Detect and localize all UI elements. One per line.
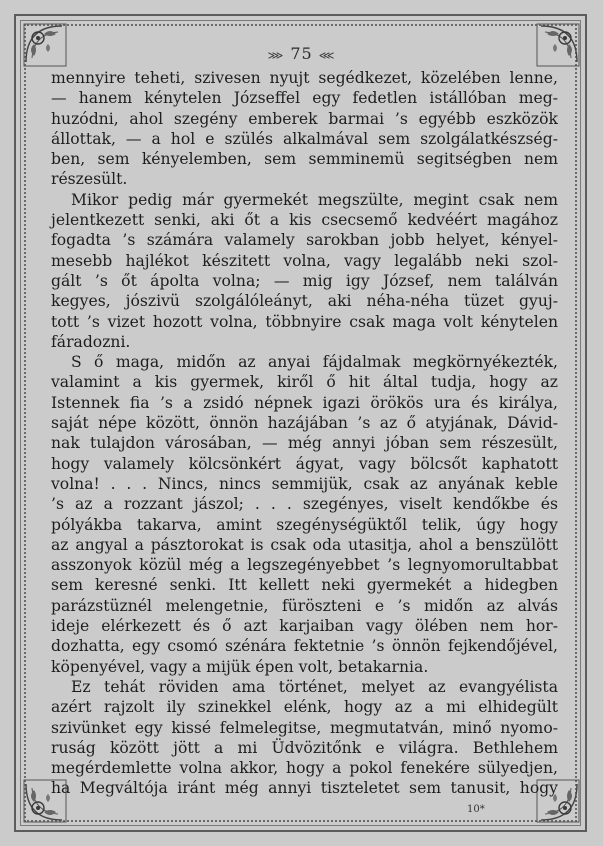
text-line: fogadta ’s számára valamely sarokban jobb helyet, kényel-	[51, 231, 558, 250]
ornament-right-icon: ⋘	[318, 49, 336, 62]
text-line: hogy valamely kölcsönkért ágyat, vagy bölcsőt kaphatott	[51, 454, 558, 473]
text-line: valamint a kis gyermek, kiről ő hit által tudja, hogy az	[51, 373, 558, 392]
text-line: Istennek fia ’s a zsidó népnek igazi örökös ura és királya,	[51, 393, 558, 412]
text-line: mennyire teheti, szivesen nyujt segédkezet, közelében lenne,	[51, 69, 558, 87]
page-number: 75	[290, 44, 313, 63]
text-line: dozhatta, egy csomó szénára fektetnie ’s önnön fejkendőjével,	[51, 637, 558, 656]
text-line: volna! . . . Nincs, nincs semmijük, csak az anyának keble	[51, 474, 558, 493]
body-text	[51, 68, 558, 799]
text-line: Mikor pedig már gyermekét megszülte, megint csak nem	[71, 190, 558, 209]
text-line: köpenyével, vagy a mijük épen volt, betakarnia.	[51, 657, 429, 676]
text-line: ’s az a rozzant jászol; . . . szegényes, viselt kendőkbe és	[51, 495, 558, 514]
text-line: — hanem kénytelen Józseffel egy fedetlen istállóban meg-	[51, 89, 558, 108]
printer-signature-mark: 10*	[467, 804, 485, 815]
text-line: megérdemlette volna akkor, hogy a pokol fenekére sülyedjen,	[51, 759, 558, 778]
text-line: ha Megváltója iránt még annyi tiszteletet sem tanusit, hogy	[51, 779, 558, 798]
text-line: parázstüznél melengetnie, füröszteni e ’s midőn az alvás	[51, 596, 558, 615]
ornament-left-icon: ⋙	[267, 49, 285, 62]
text-line: jelentkezett senki, aki őt a kis csecsemő kedvéért magához	[51, 211, 558, 230]
text-line: tott ’s vizet hozott volna, többnyire csak maga volt kénytelen	[51, 312, 558, 331]
text-line: sem keresné senki. Itt kellett neki gyermekét a hidegben	[51, 576, 558, 595]
text-line: az angyal a pásztorokat is csak oda utasitja, ahol a benszülött	[51, 535, 558, 554]
text-line: S ő maga, midőn az anyai fájdalmak megkörnyékezték,	[71, 353, 558, 372]
text-line: Ez tehát röviden ama történet, melyet az evangyélista	[71, 677, 558, 696]
text-line: állottak, — a hol e szülés alkalmával sem szolgálatkészség-	[51, 129, 558, 148]
text-line: részesült.	[51, 170, 128, 189]
text-line: gált ’s őt ápolta volna; — mig igy József, nem találván	[51, 271, 558, 290]
text-line: huzódni, ahol szegény emberek barmai ’s egyébb eszközök	[51, 109, 558, 128]
text-line: szivünket egy kissé felmelegitse, megmutatván, minő nyomo-	[51, 718, 558, 737]
text-line: asszonyok közül még a legszegényebbet ’s legnyomorultabbat	[51, 556, 558, 575]
text-line: kegyes, jószivü szolgálóleányt, aki néha-néha tüzet gyuj-	[51, 292, 558, 311]
text-line: ruság között jött a mi Üdvözitőnk e világra. Bethlehem	[51, 738, 558, 757]
text-line: azért rajzolt ily szinekkel elénk, hogy az a mi elhidegült	[51, 698, 558, 717]
page-number-header	[0, 44, 603, 63]
text-line: mesebb hajlékot készitett volna, vagy legalább neki szol-	[51, 251, 558, 270]
text-line: saját népe között, önnön hazájában ’s az ő atyjának, Dávid-	[51, 414, 558, 433]
text-line: fáradozni.	[51, 332, 131, 351]
text-line: ideje elérkezett és ő azt karjaiban vagy ölében nem hor-	[51, 617, 558, 636]
text-line: nak tulajdon városában, — még annyi jóban sem részesült,	[51, 434, 558, 453]
text-line: ben, sem kényelemben, sem semminemü segitségben nem	[51, 150, 558, 169]
text-line: pólyákba takarva, amint szegénységüktől telik, úgy hogy	[51, 515, 558, 534]
